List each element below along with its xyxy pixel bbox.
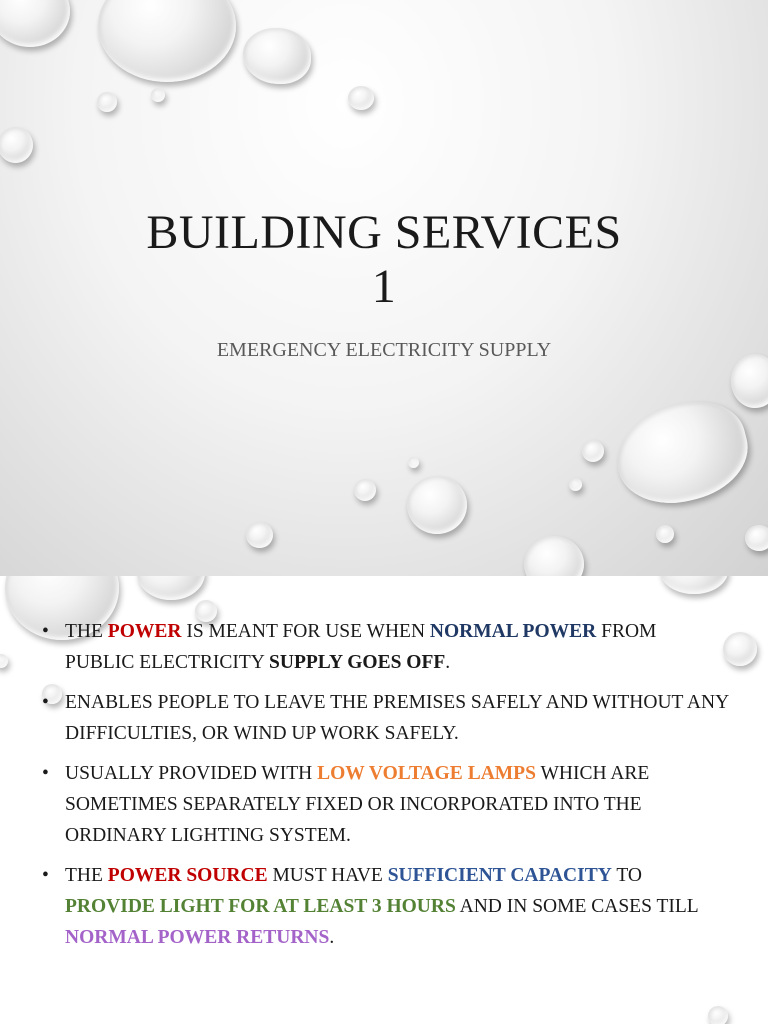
bullet-text: IS MEANT FOR USE WHEN bbox=[181, 621, 430, 642]
bullet-text: TO bbox=[611, 865, 642, 886]
water-drop-decoration bbox=[656, 525, 674, 543]
bullet-text: ENABLES PEOPLE TO LEAVE THE PREMISES SAFELY AND WITHOUT ANY DIFFICULTIES, OR WIND UP WORK SAFELY. bbox=[65, 692, 729, 744]
bullet-text: . bbox=[445, 652, 451, 673]
bullet-item bbox=[40, 687, 730, 749]
water-drop-decoration bbox=[569, 478, 582, 491]
bullet-highlight-text: SUFFICIENT CAPACITY bbox=[387, 865, 612, 886]
bullet-text: MUST HAVE bbox=[267, 865, 388, 886]
slide-title-line1: BUILDING SERVICES bbox=[146, 206, 622, 259]
bullet-item bbox=[40, 758, 730, 851]
water-drop-decoration bbox=[348, 86, 374, 110]
slide-subtitle: EMERGENCY ELECTRICITY SUPPLY bbox=[216, 339, 552, 361]
water-drop-decoration bbox=[0, 127, 33, 163]
bullet-text: THE bbox=[65, 621, 108, 642]
content-slide bbox=[0, 576, 768, 1024]
water-drop-decoration bbox=[243, 28, 311, 84]
slide-title-line2: 1 bbox=[371, 260, 397, 313]
water-drop-decoration bbox=[97, 92, 117, 112]
water-drop-decoration bbox=[407, 476, 467, 534]
bullet-item bbox=[40, 860, 730, 953]
water-drop-decoration bbox=[0, 0, 70, 47]
water-drop-decoration bbox=[408, 457, 419, 468]
water-drop-decoration bbox=[137, 576, 205, 600]
bullet-highlight-text: POWER bbox=[107, 621, 182, 642]
bullet-text: AND IN SOME CASES TILL bbox=[455, 896, 698, 917]
water-drop-decoration bbox=[0, 654, 8, 668]
bullet-text: FROM PUBLIC ELECTRICITY bbox=[65, 621, 657, 673]
bullet-highlight-text: NORMAL POWER RETURNS bbox=[65, 927, 330, 948]
bullet-text: THE bbox=[65, 865, 108, 886]
bullet-text: WHICH ARE SOMETIMES SEPARATELY FIXED OR INCORPORATED INTO THE ORDINARY LIGHTING SYSTEM. bbox=[65, 763, 650, 846]
slide-title bbox=[0, 206, 768, 314]
water-drop-decoration bbox=[660, 576, 728, 594]
bullet-text: USUALLY PROVIDED WITH bbox=[65, 763, 318, 784]
water-drop-decoration bbox=[98, 0, 236, 82]
water-drop-decoration bbox=[745, 525, 768, 551]
water-drop-decoration bbox=[246, 522, 273, 548]
bullet-highlight-text: NORMAL POWER bbox=[429, 621, 597, 642]
water-drop-decoration bbox=[354, 479, 376, 501]
bullet-list bbox=[40, 616, 730, 962]
bullet-highlight-text: POWER SOURCE bbox=[107, 865, 268, 886]
water-drop-decoration bbox=[606, 390, 757, 515]
water-drop-decoration bbox=[524, 536, 584, 576]
bullet-text: . bbox=[329, 927, 335, 948]
bullet-highlight-text: SUPPLY GOES OFF bbox=[269, 652, 446, 673]
bullet-item bbox=[40, 616, 730, 678]
water-drop-decoration bbox=[731, 354, 768, 408]
water-drop-decoration bbox=[151, 88, 165, 102]
bullet-highlight-text: PROVIDE LIGHT FOR AT LEAST 3 HOURS bbox=[65, 896, 456, 917]
bullet-highlight-text: LOW VOLTAGE LAMPS bbox=[317, 763, 536, 784]
water-drop-decoration bbox=[708, 1006, 728, 1024]
water-drop-decoration bbox=[582, 440, 604, 462]
